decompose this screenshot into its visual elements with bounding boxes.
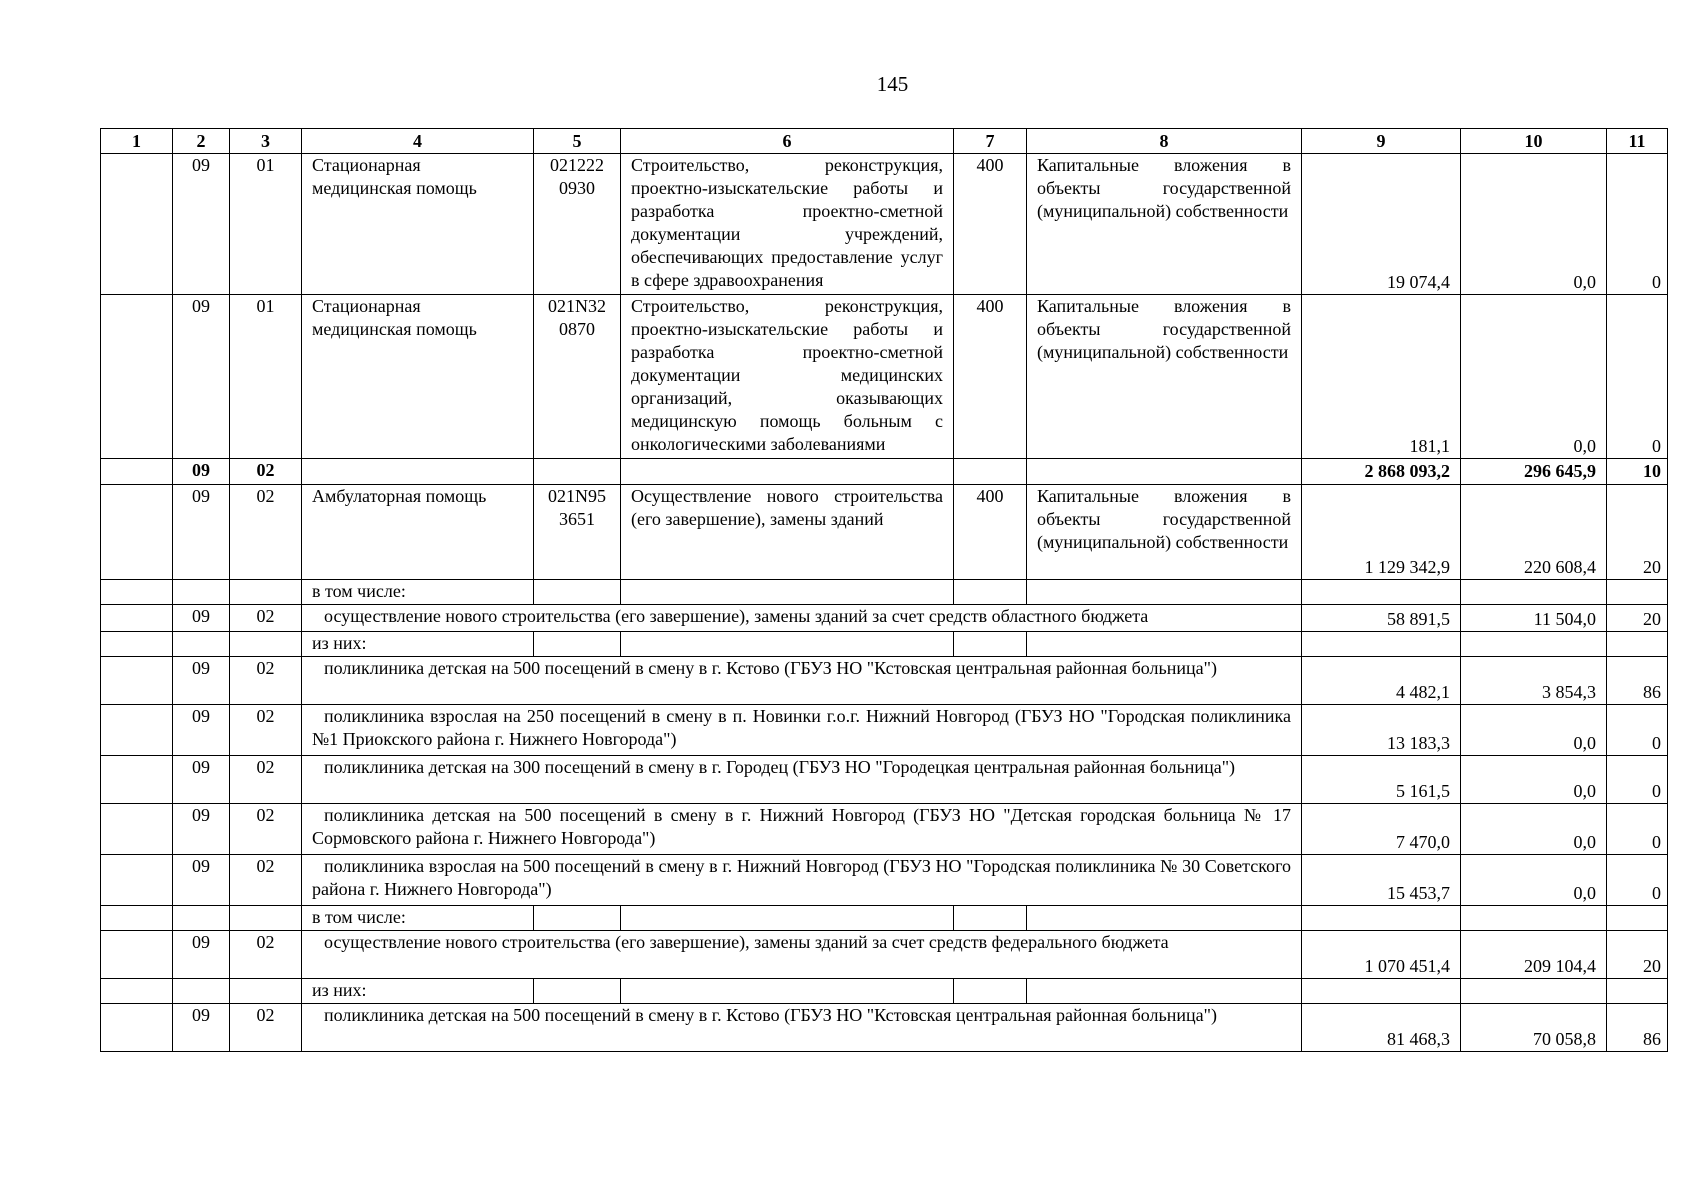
amount-col-9: 1 129 342,9 [1302, 485, 1461, 580]
cell-col-8 [1027, 906, 1302, 931]
amount-col-10: 220 608,4 [1461, 485, 1607, 580]
amount-col-9: 5 161,5 [1302, 756, 1461, 804]
cell-col-7 [954, 580, 1027, 605]
header-col-3: 3 [230, 129, 302, 154]
subsection-code: 02 [230, 804, 302, 855]
table-row [101, 756, 1668, 804]
amount-col-9: 15 453,7 [1302, 855, 1461, 906]
table-row [101, 1004, 1668, 1052]
cell-col-11 [1607, 979, 1668, 1004]
subsection-code: 02 [230, 756, 302, 804]
including-label: в том числе: [302, 906, 534, 931]
table-row [101, 154, 1668, 295]
subsection-code: 01 [230, 154, 302, 295]
cell-col-2 [173, 906, 230, 931]
header-col-1: 1 [101, 129, 173, 154]
subsection-code: 02 [230, 855, 302, 906]
cell-col-10 [1461, 979, 1607, 1004]
header-col-9: 9 [1302, 129, 1461, 154]
table-row [101, 657, 1668, 705]
section-code: 09 [173, 705, 230, 756]
cell-col-1 [101, 931, 173, 979]
cell-col-1 [101, 979, 173, 1004]
amount-col-11: 0 [1607, 154, 1668, 295]
cell-col-1 [101, 855, 173, 906]
cell-col-4 [302, 459, 534, 485]
label-row [101, 632, 1668, 657]
cell-col-5 [534, 632, 621, 657]
section-code: 09 [173, 1004, 230, 1052]
amount-col-11: 20 [1607, 605, 1668, 632]
cell-col-1 [101, 1004, 173, 1052]
cell-col-6 [621, 580, 954, 605]
subsection-code: 02 [230, 931, 302, 979]
subsection-code: 02 [230, 605, 302, 632]
amount-col-11: 0 [1607, 295, 1668, 459]
header-col-4: 4 [302, 129, 534, 154]
amount-col-10: 0,0 [1461, 705, 1607, 756]
cell-col-1 [101, 580, 173, 605]
item-description: осуществление нового строительства (его завершение), замены зданий за счет средств областного бюджета [302, 605, 1302, 632]
section-code: 09 [173, 804, 230, 855]
cell-col-9 [1302, 580, 1461, 605]
cell-col-8 [1027, 580, 1302, 605]
cell-col-5 [534, 459, 621, 485]
cell-col-7 [954, 632, 1027, 657]
amount-col-10: 296 645,9 [1461, 459, 1607, 485]
item-description: поликлиника детская на 300 посещений в смену в г. Городец (ГБУЗ НО "Городецкая центральная районная больница") [302, 756, 1302, 804]
amount-col-10: 3 854,3 [1461, 657, 1607, 705]
subsection-code: 02 [230, 705, 302, 756]
cell-col-11 [1607, 632, 1668, 657]
target-article-name: Строительство, реконструкция, проектно-изыскательские работы и разработка проектно-сметной документации медицинских организаций, оказывающих медицинскую помощь больным с онкологическими заболеваниями [621, 295, 954, 459]
cell-col-10 [1461, 906, 1607, 931]
amount-col-9: 181,1 [1302, 295, 1461, 459]
cell-col-6 [621, 979, 954, 1004]
section-code: 09 [173, 855, 230, 906]
amount-col-11: 20 [1607, 931, 1668, 979]
amount-col-9: 7 470,0 [1302, 804, 1461, 855]
amount-col-10: 0,0 [1461, 804, 1607, 855]
amount-col-10: 70 058,8 [1461, 1004, 1607, 1052]
subsection-code: 02 [230, 459, 302, 485]
header-col-8: 8 [1027, 129, 1302, 154]
amount-col-9: 13 183,3 [1302, 705, 1461, 756]
subsection-code: 02 [230, 485, 302, 580]
cell-col-9 [1302, 906, 1461, 931]
amount-col-9: 1 070 451,4 [1302, 931, 1461, 979]
target-article-code: 021N32 0870 [534, 295, 621, 459]
amount-col-10: 0,0 [1461, 855, 1607, 906]
cell-col-6 [621, 906, 954, 931]
amount-col-11: 86 [1607, 657, 1668, 705]
subsection-code: 02 [230, 657, 302, 705]
expense-type-name: Капитальные вложения в объекты государственной (муниципальной) собственности [1027, 154, 1302, 295]
amount-col-10: 0,0 [1461, 756, 1607, 804]
cell-col-3 [230, 979, 302, 1004]
cell-col-5 [534, 979, 621, 1004]
section-code: 09 [173, 485, 230, 580]
table-row [101, 705, 1668, 756]
label-row [101, 580, 1668, 605]
cell-col-1 [101, 657, 173, 705]
cell-col-10 [1461, 632, 1607, 657]
section-code: 09 [173, 756, 230, 804]
cell-col-6 [621, 459, 954, 485]
header-col-6: 6 [621, 129, 954, 154]
table-row [101, 804, 1668, 855]
amount-col-11: 0 [1607, 855, 1668, 906]
expense-type-code: 400 [954, 295, 1027, 459]
header-col-7: 7 [954, 129, 1027, 154]
cell-col-9 [1302, 979, 1461, 1004]
cell-col-2 [173, 979, 230, 1004]
amount-col-9: 58 891,5 [1302, 605, 1461, 632]
item-description: поликлиника взрослая на 250 посещений в смену в п. Новинки г.о.г. Нижний Новгород (ГБУЗ НО "Городская поликлиника №1 Приокского района г. Нижнего Новгорода") [302, 705, 1302, 756]
expense-type-name: Капитальные вложения в объекты государственной (муниципальной) собственности [1027, 295, 1302, 459]
section-code: 09 [173, 931, 230, 979]
cell-col-11 [1607, 580, 1668, 605]
cell-col-1 [101, 154, 173, 295]
cell-col-1 [101, 605, 173, 632]
cell-col-8 [1027, 632, 1302, 657]
amount-col-9: 2 868 093,2 [1302, 459, 1461, 485]
table-row [101, 931, 1668, 979]
cell-col-1 [101, 804, 173, 855]
subsection-name: Стационарная медицинская помощь [302, 295, 534, 459]
item-description: поликлиника детская на 500 посещений в смену в г. Нижний Новгород (ГБУЗ НО "Детская городская больница № 17 Сормовского района г. Нижнего Новгорода") [302, 804, 1302, 855]
section-code: 09 [173, 605, 230, 632]
amount-col-11: 10 [1607, 459, 1668, 485]
cell-col-1 [101, 756, 173, 804]
label-row [101, 979, 1668, 1004]
target-article-name: Строительство, реконструкция, проектно-изыскательские работы и разработка проектно-сметной документации учреждений, обеспечивающих предоставление услуг в сфере здравоохранения [621, 154, 954, 295]
expense-type-code: 400 [954, 154, 1027, 295]
cell-col-9 [1302, 632, 1461, 657]
expense-type-code: 400 [954, 485, 1027, 580]
table-row [101, 295, 1668, 459]
budget-table [100, 128, 1668, 1052]
of-them-label: из них: [302, 979, 534, 1004]
cell-col-10 [1461, 580, 1607, 605]
cell-col-1 [101, 632, 173, 657]
subsection-name: Стационарная медицинская помощь [302, 154, 534, 295]
cell-col-7 [954, 459, 1027, 485]
cell-col-8 [1027, 459, 1302, 485]
cell-col-7 [954, 906, 1027, 931]
item-description: поликлиника взрослая на 500 посещений в смену в г. Нижний Новгород (ГБУЗ НО "Городская поликлиника № 30 Советского района г. Нижнего Новгорода") [302, 855, 1302, 906]
amount-col-11: 0 [1607, 756, 1668, 804]
target-article-code: 021N95 3651 [534, 485, 621, 580]
including-label: в том числе: [302, 580, 534, 605]
amount-col-9: 19 074,4 [1302, 154, 1461, 295]
of-them-label: из них: [302, 632, 534, 657]
amount-col-11: 20 [1607, 485, 1668, 580]
amount-col-10: 209 104,4 [1461, 931, 1607, 979]
cell-col-5 [534, 906, 621, 931]
cell-col-3 [230, 632, 302, 657]
section-code: 09 [173, 459, 230, 485]
table-row [101, 605, 1668, 632]
amount-col-10: 0,0 [1461, 154, 1607, 295]
header-col-10: 10 [1461, 129, 1607, 154]
amount-col-9: 81 468,3 [1302, 1004, 1461, 1052]
cell-col-3 [230, 580, 302, 605]
subsection-code: 02 [230, 1004, 302, 1052]
cell-col-1 [101, 906, 173, 931]
cell-col-1 [101, 459, 173, 485]
header-col-11: 11 [1607, 129, 1668, 154]
expense-type-name: Капитальные вложения в объекты государственной (муниципальной) собственности [1027, 485, 1302, 580]
amount-col-11: 0 [1607, 804, 1668, 855]
label-row [101, 906, 1668, 931]
cell-col-1 [101, 705, 173, 756]
cell-col-7 [954, 979, 1027, 1004]
cell-col-5 [534, 580, 621, 605]
header-col-5: 5 [534, 129, 621, 154]
amount-col-11: 86 [1607, 1004, 1668, 1052]
cell-col-2 [173, 632, 230, 657]
target-article-code: 021222 0930 [534, 154, 621, 295]
amount-col-10: 0,0 [1461, 295, 1607, 459]
subsection-code: 01 [230, 295, 302, 459]
page-number: 145 [876, 72, 909, 96]
item-description: осуществление нового строительства (его завершение), замены зданий за счет средств федерального бюджета [302, 931, 1302, 979]
cell-col-1 [101, 295, 173, 459]
cell-col-6 [621, 632, 954, 657]
amount-col-10: 11 504,0 [1461, 605, 1607, 632]
cell-col-11 [1607, 906, 1668, 931]
cell-col-8 [1027, 979, 1302, 1004]
amount-col-11: 0 [1607, 705, 1668, 756]
header-col-2: 2 [173, 129, 230, 154]
table-row [101, 485, 1668, 580]
header-row [101, 129, 1668, 154]
cell-col-2 [173, 580, 230, 605]
subsection-name: Амбулаторная помощь [302, 485, 534, 580]
item-description: поликлиника детская на 500 посещений в смену в г. Кстово (ГБУЗ НО "Кстовская центральная районная больница") [302, 657, 1302, 705]
section-code: 09 [173, 295, 230, 459]
subtotal-row [101, 459, 1668, 485]
table-row [101, 855, 1668, 906]
item-description: поликлиника детская на 500 посещений в смену в г. Кстово (ГБУЗ НО "Кстовская центральная районная больница") [302, 1004, 1302, 1052]
section-code: 09 [173, 657, 230, 705]
target-article-name: Осуществление нового строительства (его завершение), замены зданий [621, 485, 954, 580]
cell-col-3 [230, 906, 302, 931]
section-code: 09 [173, 154, 230, 295]
cell-col-1 [101, 485, 173, 580]
amount-col-9: 4 482,1 [1302, 657, 1461, 705]
